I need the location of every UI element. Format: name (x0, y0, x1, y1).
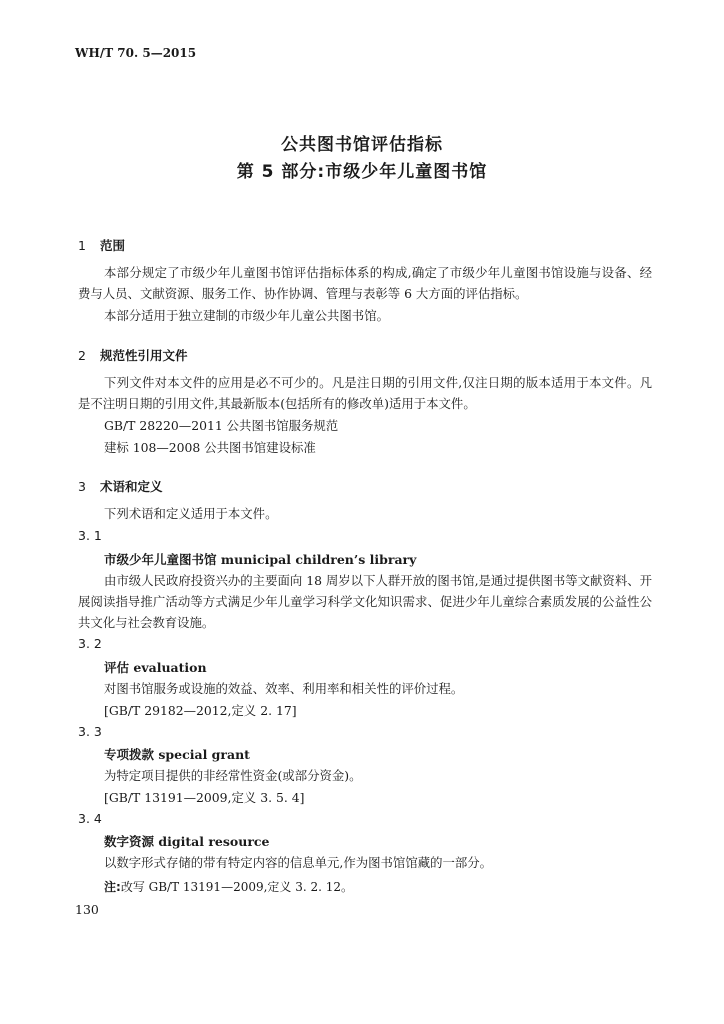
section-title: 规范性引用文件 (100, 348, 188, 363)
term-note (104, 878, 353, 895)
note-label: 注: (104, 880, 121, 894)
section-number: 3 (78, 479, 86, 494)
term-chinese: 数字资源 (104, 834, 155, 849)
term-definition: 为特定项目提供的非经常性资金(或部分资金)。 (104, 768, 362, 783)
document-code: WH/T 70. 5—2015 (75, 46, 197, 60)
term-english: digital resource (158, 834, 270, 849)
term-number: 3. 1 (78, 528, 102, 543)
term-english: municipal children’s library (220, 552, 417, 567)
normative-reference: 建标 108—2008 公共图书馆建设标准 (104, 440, 316, 455)
term-number: 3. 4 (78, 811, 102, 826)
term-definition: 以数字形式存储的带有特定内容的信息单元,作为图书馆馆藏的一部分。 (104, 855, 493, 870)
paragraph: 下列文件对本文件的应用是必不可少的。凡是注日期的引用文件,仅注日期的版本适用于本文件。凡是不注明日期的引用文件,其最新版本(包括所有的修改单)适用于本文件。 (78, 375, 652, 411)
term-english: special grant (158, 747, 250, 762)
term-chinese: 市级少年儿童图书馆 (104, 552, 217, 567)
paragraph: 本部分适用于独立建制的市级少年儿童公共图书馆。 (104, 308, 389, 323)
section-title: 范围 (100, 238, 126, 253)
term-heading (104, 658, 207, 676)
term-number: 3. 3 (78, 724, 102, 739)
term-source: [GB/T 29182—2012,定义 2. 17] (104, 703, 297, 718)
section-1-heading (78, 236, 125, 254)
term-number: 3. 2 (78, 636, 102, 651)
normative-reference: GB/T 28220—2011 公共图书馆服务规范 (104, 418, 339, 433)
document-subtitle: 第 5 部分:市级少年儿童图书馆 (236, 162, 488, 182)
section-3-heading (78, 477, 163, 495)
paragraph: 下列术语和定义适用于本文件。 (104, 506, 278, 521)
section-number: 1 (78, 238, 86, 253)
term-heading (104, 832, 269, 850)
term-chinese: 专项拨款 (104, 747, 155, 762)
term-chinese: 评估 (104, 660, 130, 675)
term-english: evaluation (133, 660, 207, 675)
section-2-heading (78, 346, 188, 364)
section-number: 2 (78, 348, 86, 363)
document-title: 公共图书馆评估指标 (281, 135, 443, 155)
note-text: 改写 GB/T 13191—2009,定义 3. 2. 12。 (120, 880, 354, 894)
term-heading (104, 550, 416, 568)
term-definition: 对图书馆服务或设施的效益、效率、利用率和相关性的评价过程。 (104, 681, 464, 696)
term-heading (104, 745, 250, 763)
page-number: 130 (75, 902, 99, 917)
term-source: [GB/T 13191—2009,定义 3. 5. 4] (104, 790, 305, 805)
section-title: 术语和定义 (100, 479, 163, 494)
paragraph: 本部分规定了市级少年儿童图书馆评估指标体系的构成,确定了市级少年儿童图书馆设施与设备、经费与人员、文献资源、服务工作、协作协调、管理与表彰等 6 大方面的评估指标。 (78, 265, 652, 301)
term-definition: 由市级人民政府投资兴办的主要面向 18 周岁以下人群开放的图书馆,是通过提供图书等文献资料、开展阅读指导推广活动等方式满足少年儿童学习科学文化知识需求、促进少年儿童综合素质发展的公益性公共文化与社会教育设施。 (78, 573, 652, 630)
